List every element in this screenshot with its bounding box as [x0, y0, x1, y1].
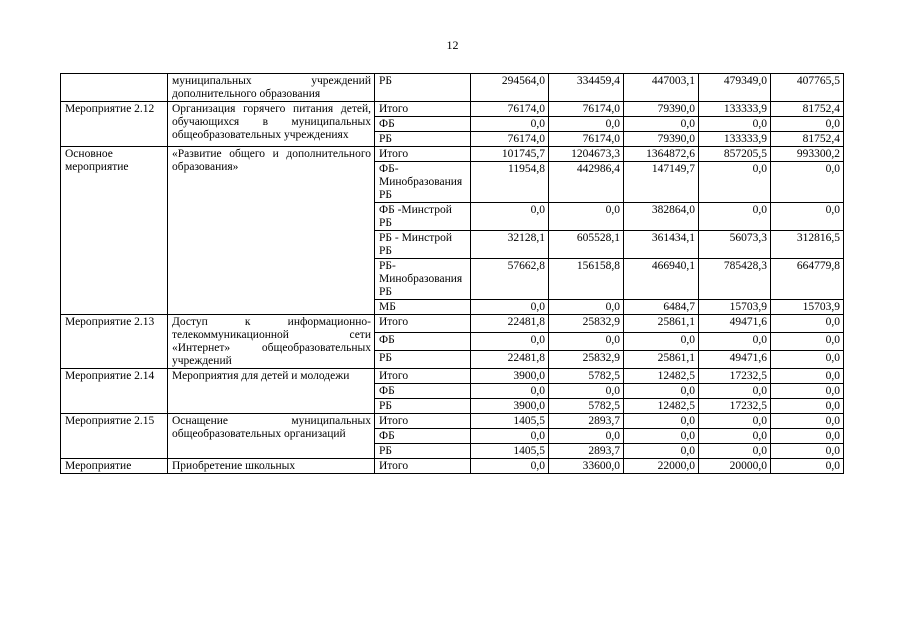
funding-source-cell: Итого: [375, 414, 471, 429]
value-cell: 1204673,3: [549, 147, 624, 162]
funding-source-cell: ФБ: [375, 384, 471, 399]
value-cell: 12482,5: [624, 369, 699, 384]
activity-cell: Основное мероприятие: [61, 147, 168, 315]
table-row: [61, 369, 844, 384]
value-cell: 0,0: [771, 384, 844, 399]
value-cell: 15703,9: [771, 300, 844, 315]
funding-source-cell: РБ: [375, 74, 471, 102]
value-cell: 0,0: [699, 162, 771, 203]
value-cell: 49471,6: [699, 315, 771, 333]
value-cell: 0,0: [771, 399, 844, 414]
funding-source-cell: ФБ-Минобразования РБ: [375, 162, 471, 203]
value-cell: 133333,9: [699, 102, 771, 117]
value-cell: 857205,5: [699, 147, 771, 162]
value-cell: 156158,8: [549, 259, 624, 300]
value-cell: 76174,0: [471, 132, 549, 147]
value-cell: 334459,4: [549, 74, 624, 102]
value-cell: 0,0: [549, 384, 624, 399]
table-row: [61, 74, 844, 102]
activity-cell: [61, 74, 168, 102]
value-cell: 0,0: [549, 429, 624, 444]
value-cell: 0,0: [699, 414, 771, 429]
funding-source-cell: Итого: [375, 369, 471, 384]
value-cell: 0,0: [624, 117, 699, 132]
funding-source-cell: РБ: [375, 351, 471, 369]
activity-name-cell: Приобретение школьных: [168, 459, 375, 474]
value-cell: 442986,4: [549, 162, 624, 203]
table-row: [61, 414, 844, 429]
value-cell: 0,0: [549, 300, 624, 315]
value-cell: 0,0: [771, 369, 844, 384]
funding-source-cell: Итого: [375, 315, 471, 333]
funding-source-cell: ФБ: [375, 429, 471, 444]
value-cell: 479349,0: [699, 74, 771, 102]
value-cell: 0,0: [624, 384, 699, 399]
funding-source-cell: ФБ: [375, 333, 471, 351]
value-cell: 5782,5: [549, 369, 624, 384]
value-cell: 0,0: [771, 459, 844, 474]
value-cell: 0,0: [471, 429, 549, 444]
value-cell: 11954,8: [471, 162, 549, 203]
value-cell: 0,0: [771, 444, 844, 459]
value-cell: 3900,0: [471, 399, 549, 414]
funding-source-cell: ФБ: [375, 117, 471, 132]
value-cell: 294564,0: [471, 74, 549, 102]
table-row: [61, 315, 844, 333]
activity-cell: Мероприятие 2.12: [61, 102, 168, 147]
value-cell: 0,0: [624, 444, 699, 459]
value-cell: 382864,0: [624, 203, 699, 231]
value-cell: 76174,0: [549, 102, 624, 117]
value-cell: 20000,0: [699, 459, 771, 474]
value-cell: 0,0: [471, 300, 549, 315]
funding-source-cell: РБ: [375, 132, 471, 147]
value-cell: 0,0: [771, 351, 844, 369]
table-row: [61, 102, 844, 117]
activity-name-line: дополнительного образования: [172, 88, 321, 100]
funding-source-cell: РБ - Минстрой РБ: [375, 231, 471, 259]
value-cell: 25861,1: [624, 315, 699, 333]
value-cell: 33600,0: [549, 459, 624, 474]
value-cell: 79390,0: [624, 132, 699, 147]
value-cell: 0,0: [699, 444, 771, 459]
value-cell: 49471,6: [699, 351, 771, 369]
value-cell: 6484,7: [624, 300, 699, 315]
value-cell: 17232,5: [699, 399, 771, 414]
value-cell: 785428,3: [699, 259, 771, 300]
value-cell: 0,0: [771, 315, 844, 333]
value-cell: 0,0: [471, 459, 549, 474]
table-row: [61, 147, 844, 162]
value-cell: 2893,7: [549, 414, 624, 429]
funding-source-cell: Итого: [375, 459, 471, 474]
value-cell: 0,0: [771, 162, 844, 203]
value-cell: 0,0: [624, 429, 699, 444]
activity-name-cell: Организация горячего питания детей, обучающихся в муниципальных общеобразовательных учреждениях: [168, 102, 375, 147]
value-cell: 447003,1: [624, 74, 699, 102]
value-cell: 0,0: [624, 414, 699, 429]
funding-source-cell: РБ-Минобразования РБ: [375, 259, 471, 300]
value-cell: 1405,5: [471, 414, 549, 429]
value-cell: 0,0: [699, 117, 771, 132]
activity-cell: Мероприятие 2.13: [61, 315, 168, 369]
activity-cell: Мероприятие: [61, 459, 168, 474]
value-cell: 22481,8: [471, 351, 549, 369]
value-cell: 81752,4: [771, 132, 844, 147]
value-cell: 56073,3: [699, 231, 771, 259]
value-cell: 0,0: [699, 384, 771, 399]
value-cell: 605528,1: [549, 231, 624, 259]
value-cell: 1364872,6: [624, 147, 699, 162]
value-cell: 312816,5: [771, 231, 844, 259]
value-cell: 147149,7: [624, 162, 699, 203]
activity-name-cell: [168, 74, 375, 102]
value-cell: 0,0: [699, 429, 771, 444]
value-cell: 0,0: [624, 333, 699, 351]
value-cell: 32128,1: [471, 231, 549, 259]
funding-source-cell: МБ: [375, 300, 471, 315]
value-cell: 0,0: [549, 333, 624, 351]
value-cell: 133333,9: [699, 132, 771, 147]
value-cell: 0,0: [771, 429, 844, 444]
activity-cell: Мероприятие 2.14: [61, 369, 168, 414]
value-cell: 25832,9: [549, 315, 624, 333]
value-cell: 993300,2: [771, 147, 844, 162]
value-cell: 17232,5: [699, 369, 771, 384]
activity-name-cell: Мероприятия для детей и молодежи: [168, 369, 375, 414]
funding-source-cell: ФБ -Минстрой РБ: [375, 203, 471, 231]
value-cell: 407765,5: [771, 74, 844, 102]
activity-name-line: муниципальных учреждений: [172, 75, 371, 87]
activity-cell: Мероприятие 2.15: [61, 414, 168, 459]
value-cell: 361434,1: [624, 231, 699, 259]
value-cell: 3900,0: [471, 369, 549, 384]
value-cell: 12482,5: [624, 399, 699, 414]
value-cell: 0,0: [471, 384, 549, 399]
page-number: 12: [446, 38, 459, 52]
value-cell: 101745,7: [471, 147, 549, 162]
budget-table: [60, 73, 844, 474]
funding-source-cell: Итого: [375, 147, 471, 162]
value-cell: 0,0: [771, 333, 844, 351]
value-cell: 0,0: [699, 333, 771, 351]
value-cell: 15703,9: [699, 300, 771, 315]
value-cell: 0,0: [771, 203, 844, 231]
table-row: [61, 459, 844, 474]
activity-name-cell: «Развитие общего и дополнительного образования»: [168, 147, 375, 315]
value-cell: 664779,8: [771, 259, 844, 300]
value-cell: 22000,0: [624, 459, 699, 474]
funding-source-cell: РБ: [375, 444, 471, 459]
value-cell: 22481,8: [471, 315, 549, 333]
value-cell: 0,0: [471, 203, 549, 231]
value-cell: 1405,5: [471, 444, 549, 459]
value-cell: 0,0: [471, 117, 549, 132]
value-cell: 2893,7: [549, 444, 624, 459]
activity-name-cell: Оснащение муниципальных общеобразовательных организаций: [168, 414, 375, 459]
table-body: [61, 74, 844, 474]
funding-source-cell: РБ: [375, 399, 471, 414]
value-cell: 466940,1: [624, 259, 699, 300]
funding-source-cell: Итого: [375, 102, 471, 117]
value-cell: 79390,0: [624, 102, 699, 117]
value-cell: 0,0: [549, 117, 624, 132]
value-cell: 5782,5: [549, 399, 624, 414]
value-cell: 0,0: [771, 117, 844, 132]
value-cell: 0,0: [771, 414, 844, 429]
value-cell: 76174,0: [471, 102, 549, 117]
value-cell: 81752,4: [771, 102, 844, 117]
value-cell: 0,0: [549, 203, 624, 231]
value-cell: 0,0: [699, 203, 771, 231]
value-cell: 76174,0: [549, 132, 624, 147]
value-cell: 0,0: [471, 333, 549, 351]
value-cell: 25832,9: [549, 351, 624, 369]
value-cell: 25861,1: [624, 351, 699, 369]
activity-name-cell: Доступ к информационно-телекоммуникационной сети «Интернет» общеобразовательных учреждений: [168, 315, 375, 369]
value-cell: 57662,8: [471, 259, 549, 300]
